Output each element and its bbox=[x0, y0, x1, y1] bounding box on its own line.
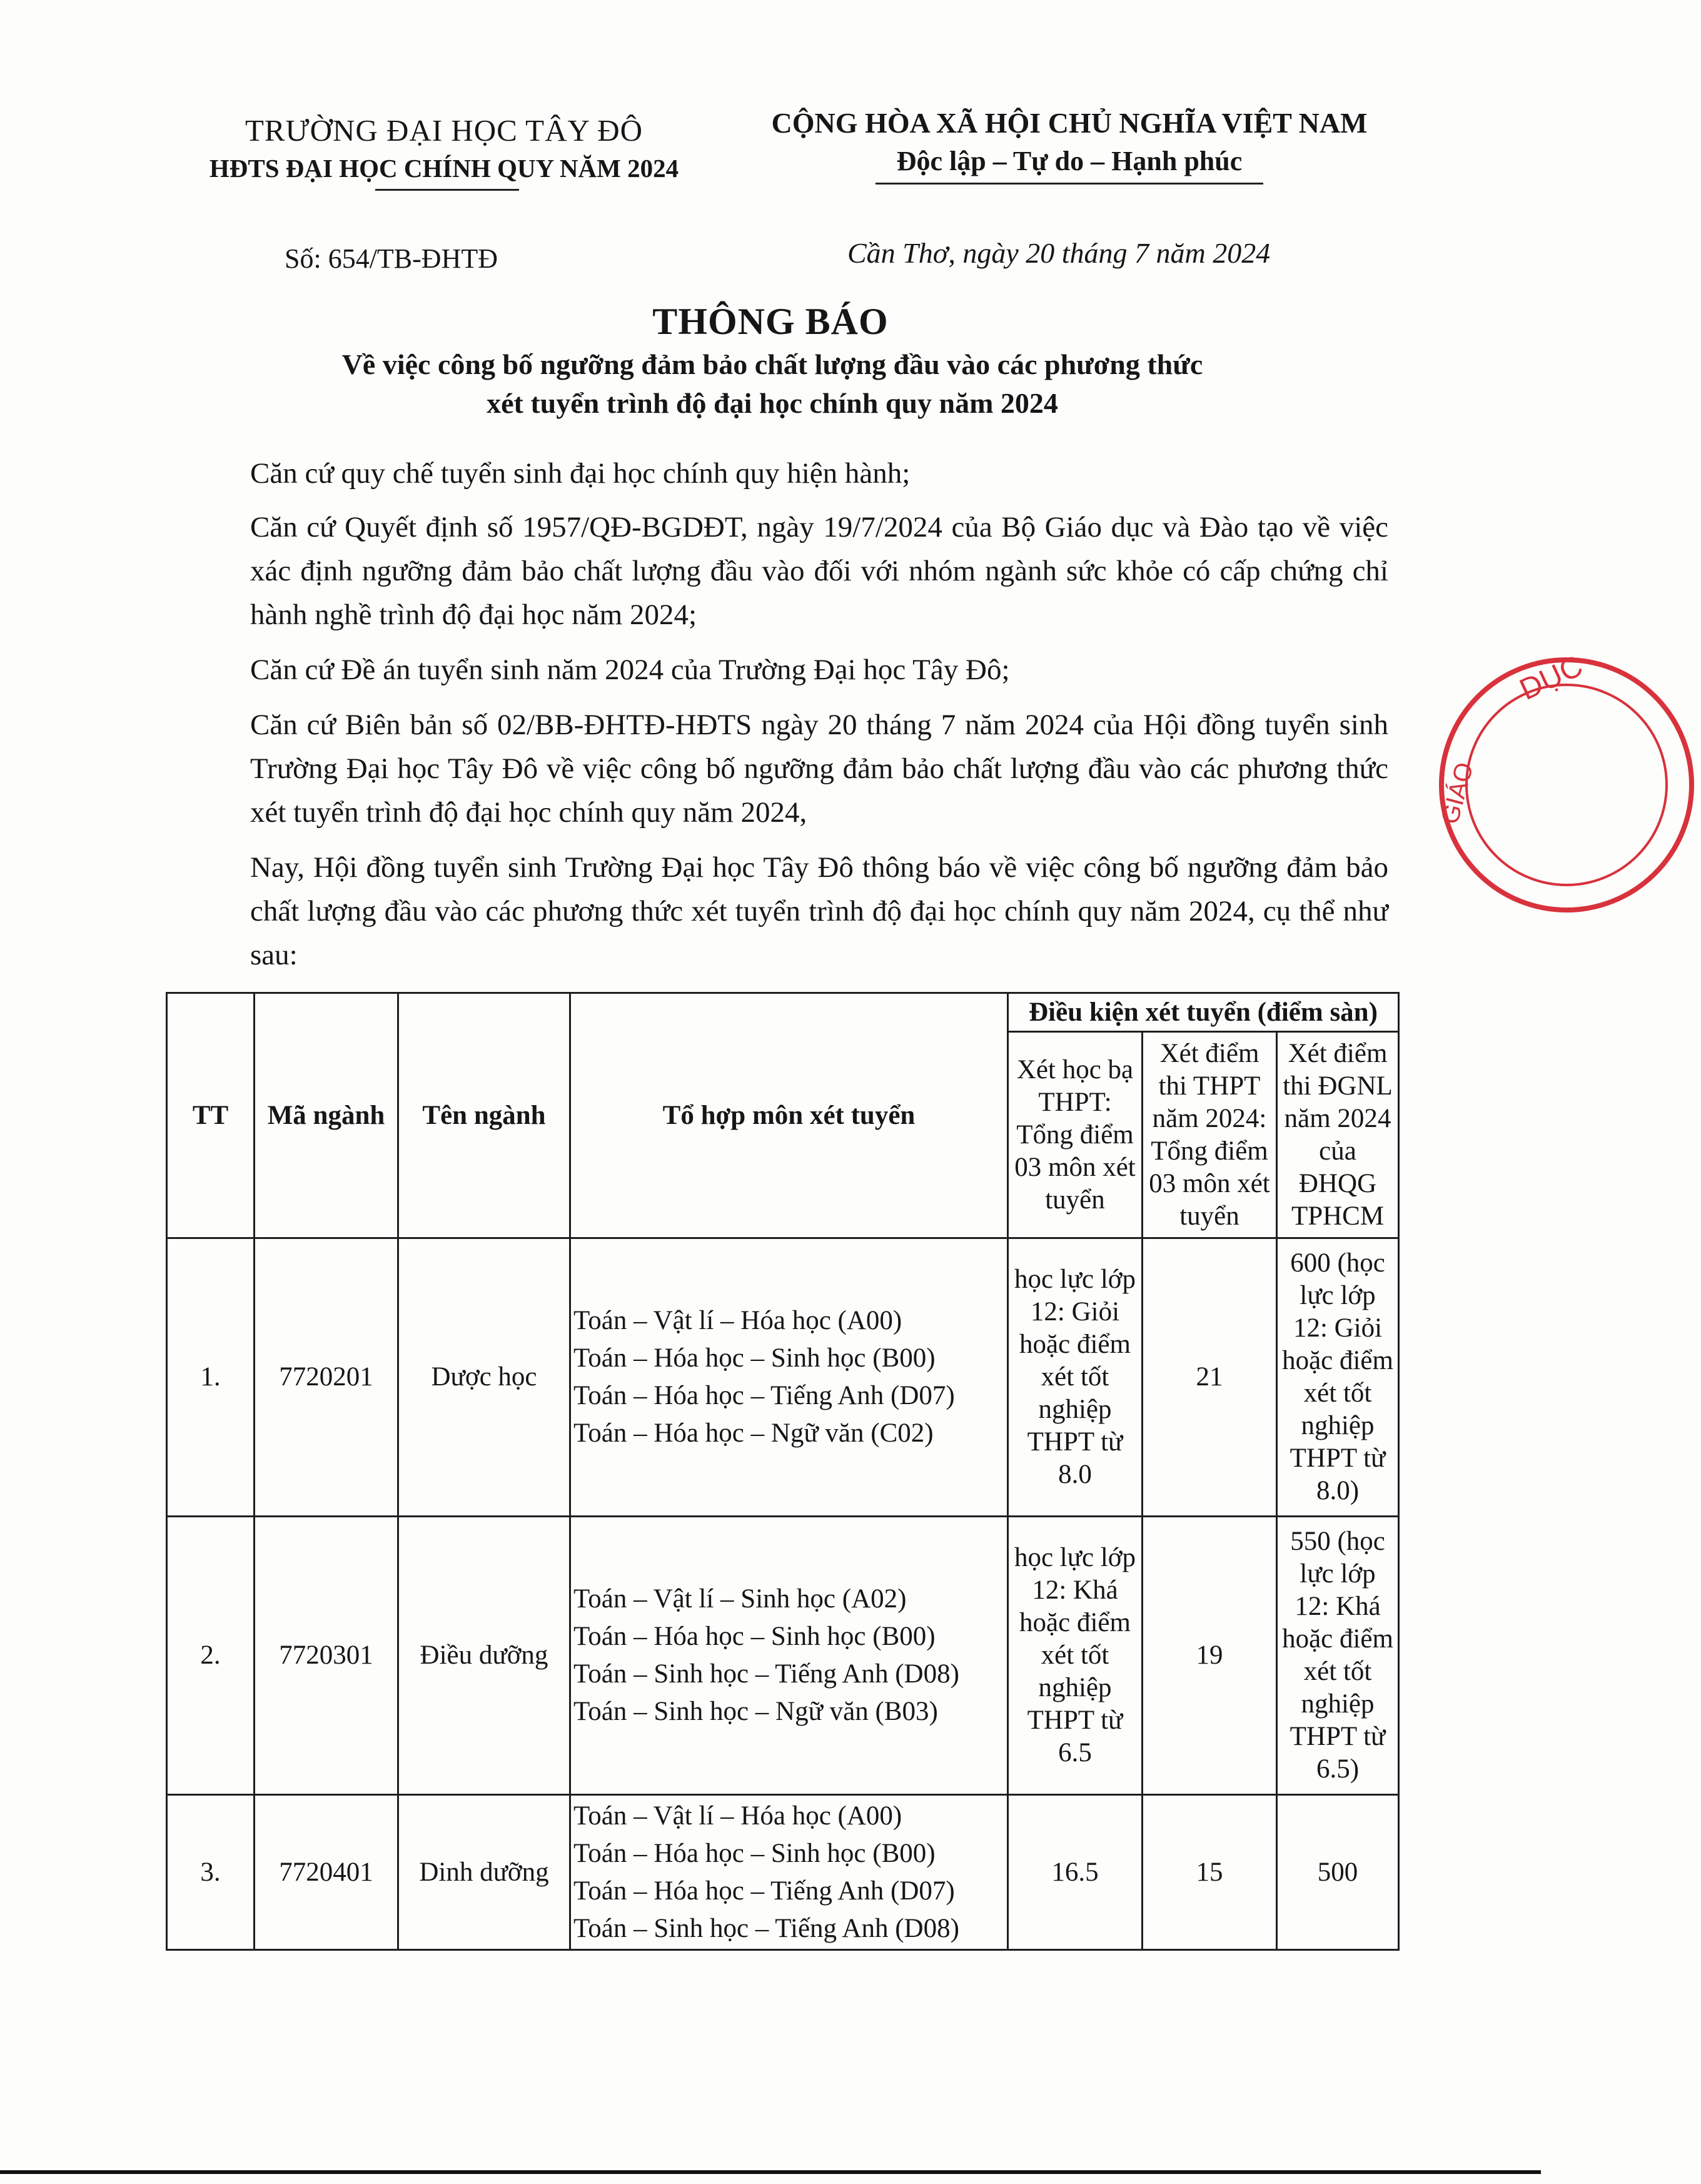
table-row bbox=[167, 1238, 1399, 1517]
combo-item: Toán – Vật lí – Hóa học (A00) bbox=[573, 1801, 902, 1831]
paragraph-2: Căn cứ Quyết định số 1957/QĐ-BGDĐT, ngày 19/7/2024 của Bộ Giáo dục và Đào tạo về việc xác định ngưỡng đảm bảo chất lượng đầu vào đối với nhóm ngành sức khỏe có cấp chứng chỉ hành nghề trình độ đại học năm 2024; bbox=[250, 511, 1388, 631]
university-name: TRƯỜNG ĐẠI HỌC TÂY ĐÔ bbox=[245, 113, 644, 148]
row-code: 7720401 bbox=[255, 1795, 398, 1950]
combo-item: Toán – Hóa học – Tiếng Anh (D07) bbox=[573, 1381, 955, 1410]
national-header bbox=[725, 104, 1413, 180]
row-combos bbox=[570, 1517, 1008, 1795]
document-number: Số: 654/TB-ĐHTĐ bbox=[285, 243, 498, 274]
col-header-tt: TT bbox=[167, 993, 255, 1238]
row-hocba: học lực lớp 12: Giỏi hoặc điểm xét tốt nghiệp THPT từ 8.0 bbox=[1008, 1238, 1143, 1517]
col-header-code: Mã ngành bbox=[255, 993, 398, 1238]
row-name: Điều dưỡng bbox=[398, 1517, 570, 1795]
combo-item: Toán – Vật lí – Sinh học (A02) bbox=[573, 1584, 907, 1614]
row-combos bbox=[570, 1795, 1008, 1950]
col-header-thpt: Xét điểm thi THPT năm 2024: Tổng điểm 03 môn xét tuyển bbox=[1143, 1032, 1277, 1238]
admission-threshold-table bbox=[166, 992, 1400, 1951]
row-name: Dinh dưỡng bbox=[398, 1795, 570, 1950]
combo-item: Toán – Vật lí – Hóa học (A00) bbox=[573, 1306, 902, 1335]
header-right-underline bbox=[876, 183, 1263, 185]
seal-text-top: DỤC bbox=[1515, 649, 1588, 707]
scan-bottom-edge bbox=[0, 2170, 1541, 2174]
table-row bbox=[167, 1517, 1399, 1795]
row-tt: 3. bbox=[167, 1795, 255, 1950]
combo-item: Toán – Sinh học – Tiếng Anh (D08) bbox=[573, 1659, 959, 1689]
row-dgnl: 600 (học lực lớp 12: Giỏi hoặc điểm xét tốt nghiệp THPT từ 8.0) bbox=[1277, 1238, 1399, 1517]
col-header-hocba: Xét học bạ THPT: Tổng điểm 03 môn xét tuyển bbox=[1008, 1032, 1143, 1238]
document-title: THÔNG BÁO bbox=[652, 301, 889, 342]
row-thpt: 15 bbox=[1143, 1795, 1277, 1950]
col-header-dgnl: Xét điểm thi ĐGNL năm 2024 của ĐHQG TPHCM bbox=[1277, 1032, 1399, 1238]
row-tt: 2. bbox=[167, 1517, 255, 1795]
admission-council-name: HĐTS ĐẠI HỌC CHÍNH QUY NĂM 2024 bbox=[209, 154, 679, 183]
row-dgnl: 500 bbox=[1277, 1795, 1399, 1950]
col-header-name: Tên ngành bbox=[398, 993, 570, 1238]
paragraph-1: Căn cứ quy chế tuyển sinh đại học chính quy hiện hành; bbox=[250, 457, 911, 490]
row-hocba: học lực lớp 12: Khá hoặc điểm xét tốt nghiệp THPT từ 6.5 bbox=[1008, 1517, 1143, 1795]
col-header-combo: Tổ hợp môn xét tuyển bbox=[570, 993, 1008, 1238]
row-dgnl: 550 (học lực lớp 12: Khá hoặc điểm xét tốt nghiệp THPT từ 6.5) bbox=[1277, 1517, 1399, 1795]
combo-item: Toán – Hóa học – Ngữ văn (C02) bbox=[573, 1418, 934, 1448]
combo-item: Toán – Sinh học – Tiếng Anh (D08) bbox=[573, 1913, 959, 1943]
combo-item: Toán – Hóa học – Sinh học (B00) bbox=[573, 1343, 936, 1373]
national-title: CỘNG HÒA XÃ HỘI CHỦ NGHĨA VIỆT NAM bbox=[771, 107, 1368, 139]
paragraph-5: Nay, Hội đồng tuyển sinh Trường Đại học Tây Đô thông báo về việc công bố ngưỡng đảm bảo chất lượng đầu vào các phương thức xét tuyển trình độ đại học chính quy năm 2024, cụ thể như sau: bbox=[250, 851, 1388, 971]
document-date: Cần Thơ, ngày 20 tháng 7 năm 2024 bbox=[847, 237, 1271, 269]
row-code: 7720201 bbox=[255, 1238, 398, 1517]
combo-item: Toán – Hóa học – Sinh học (B00) bbox=[573, 1838, 936, 1868]
combo-item: Toán – Hóa học – Sinh học (B00) bbox=[573, 1622, 936, 1651]
table-row bbox=[167, 1795, 1399, 1950]
seal-text-left: GIÁO bbox=[1436, 759, 1479, 827]
official-seal-icon bbox=[1432, 650, 1701, 919]
paragraph-4: Căn cứ Biên bản số 02/BB-ĐHTĐ-HĐTS ngày 20 tháng 7 năm 2024 của Hội đồng tuyển sinh Trường Đại học Tây Đô về việc công bố ngưỡng đảm bảo chất lượng đầu vào các phương thức xét tuyển trình độ đại học chính quy năm 2024, bbox=[250, 709, 1388, 829]
row-hocba: 16.5 bbox=[1008, 1795, 1143, 1950]
row-thpt: 21 bbox=[1143, 1238, 1277, 1517]
row-tt: 1. bbox=[167, 1238, 255, 1517]
subject-line-1: Về việc công bố ngưỡng đảm bảo chất lượng đầu vào các phương thức bbox=[341, 348, 1203, 380]
paragraph-3: Căn cứ Đề án tuyển sinh năm 2024 của Trường Đại học Tây Đô; bbox=[250, 654, 1010, 686]
combo-item: Toán – Hóa học – Tiếng Anh (D07) bbox=[573, 1876, 955, 1906]
row-thpt: 19 bbox=[1143, 1517, 1277, 1795]
row-name: Dược học bbox=[398, 1238, 570, 1517]
group-header-conditions: Điều kiện xét tuyển (điểm sàn) bbox=[1008, 993, 1399, 1032]
row-combos bbox=[570, 1238, 1008, 1517]
national-motto: Độc lập – Tự do – Hạnh phúc bbox=[896, 146, 1243, 176]
header-left-underline bbox=[375, 189, 519, 191]
document-subject bbox=[188, 345, 1357, 423]
subject-line-2: xét tuyển trình độ đại học chính quy năm 2024 bbox=[487, 387, 1058, 419]
institution-header bbox=[188, 111, 700, 186]
combo-item: Toán – Sinh học – Ngữ văn (B03) bbox=[573, 1697, 938, 1726]
row-code: 7720301 bbox=[255, 1517, 398, 1795]
